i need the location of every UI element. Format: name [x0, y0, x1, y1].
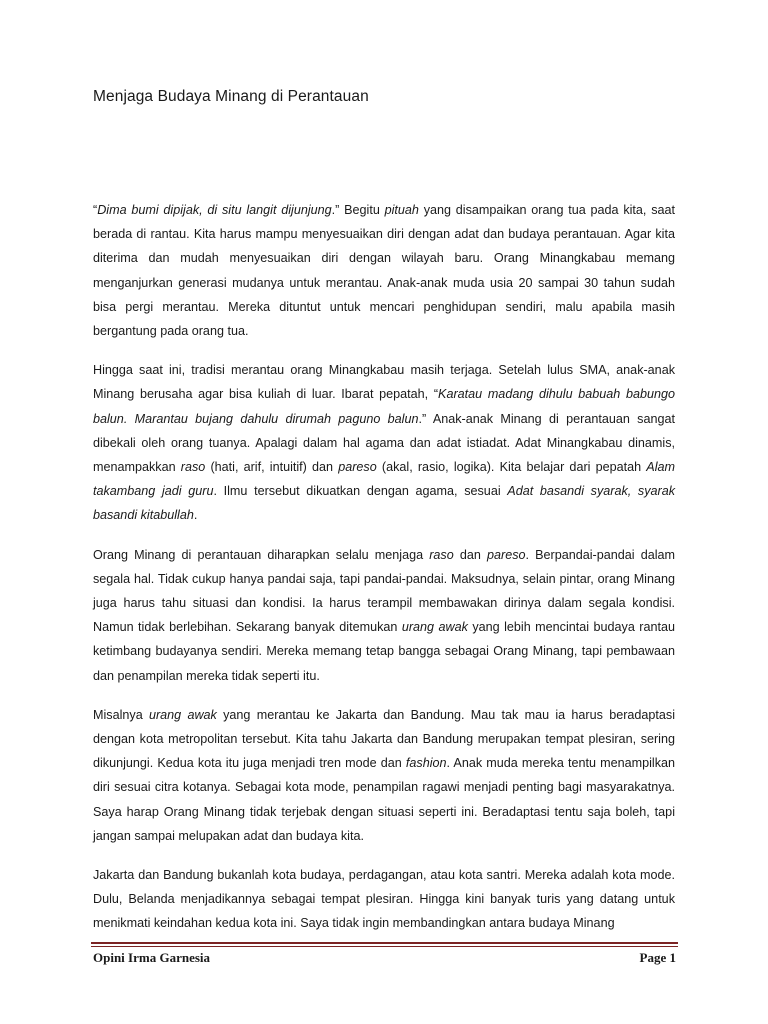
italic-run: urang awak	[148, 707, 217, 722]
text-run: .” Begitu	[331, 203, 385, 217]
text-run: Hingga saat ini, tradisi merantau orang Minangkabau masih terjaga. Setelah lulus SMA, anak-anak Minang berusaha agar bisa kuliah di luar. Ibarat pepatah, “	[93, 363, 675, 402]
italic-run: urang awak	[401, 620, 468, 635]
italic-run: Alam takambang jadi guru	[93, 460, 675, 499]
text-run: Orang Minang di perantauan diharapkan selalu menjaga	[93, 547, 430, 562]
italic-run: pituah	[384, 203, 419, 217]
paragraph	[93, 358, 675, 527]
italic-run: pareso	[338, 460, 377, 475]
footer-author: Opini Irma Garnesia	[93, 950, 211, 965]
italic-run: Karatau madang dihulu babuah babungo balun. Marantau bujang dahulu dirumah paguno balun	[93, 387, 675, 426]
italic-run: Adat basandi syarak, syarak basandi kitabullah	[93, 484, 676, 523]
document-title: Menjaga Budaya Minang di Perantauan	[93, 88, 369, 105]
text-run: . Ilmu tersebut dikuatkan dengan agama, sesuai	[213, 484, 508, 499]
text-run: yang merantau ke Jakarta dan Bandung. Mau tak mau ia harus beradaptasi dengan kota metropolitan tersebut. Kita tahu Jakarta dan Bandung merupakan tempat plesiran, sering dikunjungi. Kedua kota itu juga menjadi tren mode dan	[93, 707, 676, 771]
paragraph	[93, 703, 675, 848]
document-body	[93, 198, 675, 951]
text-run: (akal, rasio, logika). Kita belajar dari pepatah	[376, 460, 647, 475]
text-run: Jakarta dan Bandung bukanlah kota budaya, perdagangan, atau kota santri. Mereka adalah kota mode. Dulu, Belanda menjadikannya sebagai tempat plesiran. Hingga kini banyak turis yang datang untuk menikmati keindahan kedua kota ini. Saya tidak ingin membandingkan antara budaya Minang	[93, 868, 675, 931]
text-run: “	[93, 203, 98, 217]
italic-run: pareso	[487, 547, 526, 562]
footer-rule-thin	[91, 946, 678, 947]
italic-run: raso	[180, 460, 206, 475]
paragraph	[93, 198, 675, 343]
text-run: . Berpandai-pandai dalam segala hal. Tidak cukup hanya pandai saja, tapi pandai-pandai. Maksudnya, selain pintar, orang Minang juga harus tahu situasi dan kondisi. Ia harus terampil membawakan dirinya dalam segala kondisi. Namun tidak berlebihan. Sekarang banyak ditemukan	[93, 547, 675, 635]
italic-run: raso	[429, 547, 454, 562]
text-run: .” Anak-anak Minang di perantauan sangat dibekali oleh orang tuanya. Apalagi dalam hal agama dan adat istiadat. Adat Minangkabau dinamis, menampakkan	[93, 411, 675, 475]
text-run: . Anak muda mereka tentu menampilkan diri sesuai citra kotanya. Sebagai kota mode, penampilan ragawi menjadi penting bagi masyarakatnya. Saya harap Orang Minang tidak terjebak dengan situasi seperti ini. Beradaptasi tentu saja boleh, tapi jangan sampai melupakan adat dan budaya kita.	[93, 756, 675, 843]
footer-rule-thick	[91, 942, 678, 944]
text-run: Misalnya	[93, 707, 149, 722]
italic-run: Dima bumi dipijak, di situ langit dijunjung	[97, 203, 332, 217]
paragraph	[93, 543, 675, 688]
text-run: yang disampaikan orang tua pada kita, saat berada di rantau. Kita harus mampu menyesuaikan diri dengan adat dan budaya perantauan. Agar kita diterima dan mudah menyesuaikan diri dengan wilayah baru. Orang Minangkabau memang menganjurkan generasi mudanya untuk merantau. Anak-anak muda usia 20 sampai 30 tahun sudah bisa pergi merantau. Mereka dituntut untuk mencari penghidupan sendiri, malu apabila masih bergantung pada orang tua.	[93, 203, 675, 339]
paragraph	[93, 863, 675, 936]
text-run: .	[193, 508, 198, 523]
text-run: (hati, arif, intuitif) dan	[205, 460, 339, 475]
text-run: yang lebih mencintai budaya rantau ketimbang budayanya sendiri. Mereka memang tetap bangga sebagai Orang Minang, tapi pembawaan dan penampilan mereka tidak seperti itu.	[93, 620, 675, 683]
footer-page-number: Page 1	[639, 950, 676, 965]
text-run: dan	[453, 547, 487, 562]
italic-run: fashion	[405, 756, 447, 771]
